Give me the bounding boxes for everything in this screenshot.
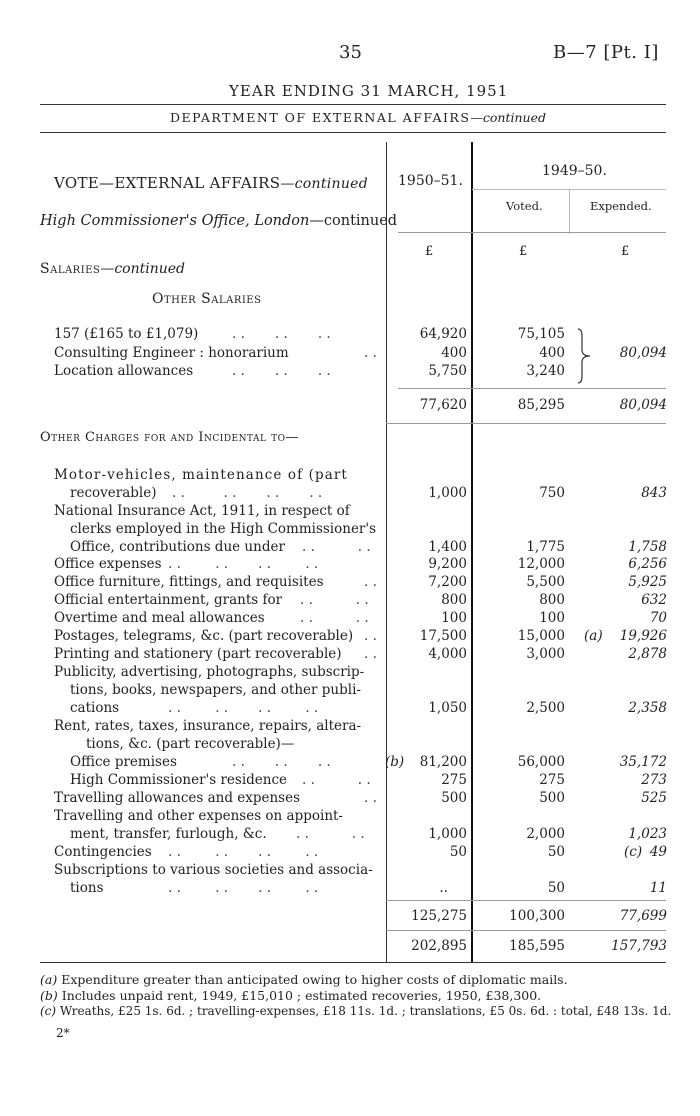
table-row: High Commissioner's residence . . . . 275 275 273 xyxy=(70,772,667,788)
salaries-total-row: 77,620 85,295 80,094 xyxy=(419,397,667,413)
footnote-a: (a) Expenditure greater than anticipated owing to higher costs of diplomatic mails. xyxy=(40,972,568,987)
table-row: Official entertainment, grants for . . . . 800 800 632 xyxy=(54,592,667,608)
currency-1: £ xyxy=(425,244,434,259)
charges-total-row: 125,275 100,300 77,699 xyxy=(411,908,667,924)
table-row: Office premises . . . . . . (b) 81,200 56,000 35,172 xyxy=(70,754,667,770)
table-row: recoverable) . . . . . . . . 1,000 750 843 xyxy=(70,485,667,501)
currency-3: £ xyxy=(621,244,630,259)
table-row: Subscriptions to various societies and associa- xyxy=(54,862,373,878)
office-heading: High Commissioner's Office, London—continued xyxy=(40,213,398,229)
table-row: Printing and stationery (part recoverable) . . 4,000 3,000 2,878 xyxy=(54,646,667,662)
salaries-rule xyxy=(398,388,666,389)
salaries-expended-value: 80,094 xyxy=(619,345,667,361)
currency-2: £ xyxy=(519,244,528,259)
table-row: Publicity, advertising, photographs, subscrip- xyxy=(54,664,365,680)
other-salaries-heading: Other Salaries xyxy=(152,291,262,307)
column-header-expended: Expended. xyxy=(590,199,652,213)
brace-icon xyxy=(576,328,598,384)
table-row: Travelling allowances and expenses . . 500 500 525 xyxy=(54,790,667,806)
table-row: 157 (£165 to £1,079) . . . . . . 64,920 75,105 xyxy=(54,326,565,342)
footnote-c: (c) Wreaths, £25 1s. 6d. ; travelling-expenses, £18 11s. 1d. ; translations, £5 0s. 6d. : total, £48 13s. 1d. xyxy=(40,1004,672,1018)
table-row: tions, books, newspapers, and other publi- xyxy=(70,682,361,698)
department-rule xyxy=(40,132,666,133)
vote-heading: VOTE—EXTERNAL AFFAIRS—continued xyxy=(54,174,369,192)
signature-mark: 2* xyxy=(56,1026,70,1040)
table-row: ment, transfer, furlough, &c. . . . . 1,000 2,000 1,023 xyxy=(70,826,667,842)
header-bottom-rule xyxy=(398,232,666,233)
table-row: Postages, telegrams, &c. (part recoverable) . . 17,500 15,000 (a) 19,926 xyxy=(54,628,667,644)
table-bottom-rule xyxy=(40,962,666,963)
salaries-total-rule xyxy=(386,423,666,424)
other-charges-heading: Other Charges for and Incidental to— xyxy=(40,430,299,445)
column-header-voted: Voted. xyxy=(506,199,543,213)
table-row: clerks employed in the High Commissioner's xyxy=(70,521,377,537)
table-row: Office furniture, fittings, and requisites . . 7,200 5,500 5,925 xyxy=(54,574,667,590)
page-title: YEAR ENDING 31 MARCH, 1951 xyxy=(229,82,509,100)
table-row: Consulting Engineer : honorarium . . 400 400 xyxy=(54,345,565,361)
footnote-b: (b) Includes unpaid rent, 1949, £15,010 ; estimated recoveries, 1950, £38,300. xyxy=(40,988,542,1003)
subheader-rule xyxy=(472,189,666,190)
charges-rule xyxy=(386,900,666,901)
column-divider-3 xyxy=(569,190,570,234)
table-row: cations . . . . . . . . 1,050 2,500 2,358 xyxy=(70,700,667,716)
page-reference: B—7 [Pt. I] xyxy=(553,42,659,63)
table-row: Location allowances . . . . . . 5,750 3,240 xyxy=(54,363,565,379)
grand-total-row: 202,895 185,595 157,793 xyxy=(411,938,667,954)
table-row: Contingencies . . . . . . . . 50 50 (c) 49 xyxy=(54,844,667,860)
page-number: 35 xyxy=(339,42,362,63)
table-row: Overtime and meal allowances . . . . 100 100 70 xyxy=(54,610,667,626)
table-row: Rent, rates, taxes, insurance, repairs, altera- xyxy=(54,718,362,734)
table-row: Office expenses . . . . . . . . 9,200 12,000 6,256 xyxy=(54,556,667,572)
salaries-heading: Salaries—continued xyxy=(40,261,185,277)
table-row: tions, &c. (part recoverable)— xyxy=(86,736,295,752)
table-row: Motor-vehicles, maintenance of (part xyxy=(54,467,348,483)
department-heading: DEPARTMENT OF EXTERNAL AFFAIRS—continued xyxy=(170,110,547,125)
header-rule xyxy=(40,104,666,105)
column-header-1949-50: 1949–50. xyxy=(542,163,607,179)
charges-total-rule xyxy=(386,930,666,931)
table-row: Office, contributions due under . . . . 1,400 1,775 1,758 xyxy=(70,539,667,555)
table-row: Travelling and other expenses on appoint- xyxy=(54,808,343,824)
table-row: National Insurance Act, 1911, in respect of xyxy=(54,503,350,519)
table-row: tions . . . . . . . . .. 50 11 xyxy=(70,880,667,896)
column-header-1950-51: 1950–51. xyxy=(398,173,463,189)
